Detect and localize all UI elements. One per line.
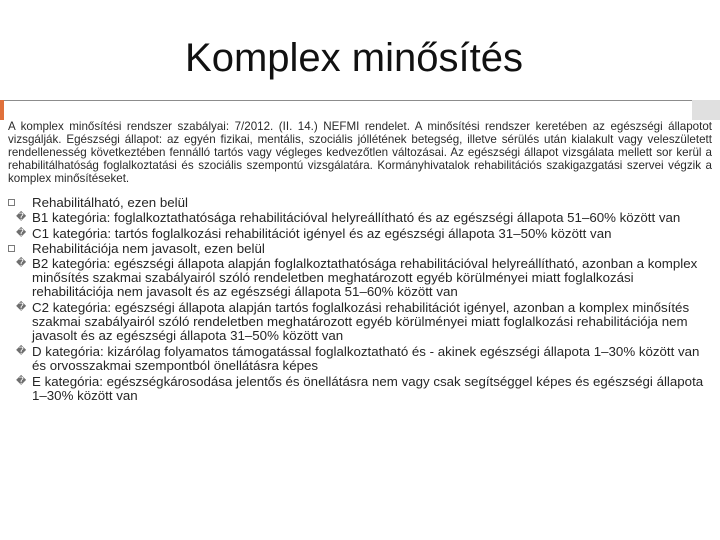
unrendered-glyph-icon: � [16,302,27,313]
square-bullet-icon [8,199,15,206]
unrendered-glyph-icon: � [16,228,27,239]
intro-text-continued: . Kormányhivatalok rehabilitációs szakigazgatási szervei végzik a komplex minősítéseket. [8,159,712,185]
accent-bar-right [692,100,720,120]
bullet-list [6,195,712,403]
sub-bullet-d [6,345,712,373]
intro-paragraph [8,120,712,185]
sub-bullet-text: C2 kategória: egészségi állapota alapján tartós foglalkozási rehabilitációt igényel, azonban a komplex minősítés szakmai szabályairól szóló rendeletben meghatározott egyéb körülményei miatt foglalkozási rehabilitációja nem javasolt és az egészségi állapota 31–50% között van [32,300,690,343]
sub-bullet-b2 [6,257,712,299]
sub-bullet-b1 [6,211,712,225]
slide-title: Komplex minősítés [185,36,523,80]
unrendered-glyph-icon: � [16,212,27,223]
square-bullet-icon [8,245,15,252]
sub-bullet-c2 [6,301,712,343]
accent-bar-left [0,100,4,120]
sub-bullet-text: E kategória: egészségkárosodása jelentős és önellátásra nem vagy csak segítséggel képes és egészségi állapota 1–30% között van [32,374,704,403]
unrendered-glyph-icon: � [16,346,27,357]
unrendered-glyph-icon: � [16,376,27,387]
unrendered-glyph-icon: � [16,258,27,269]
sub-bullet-text: B2 kategória: egészségi állapota alapján foglalkoztathatósága rehabilitációval helyreállítható, azonban a komplex minősítés szakmai szabályairól szóló rendeletben meghatározott egyéb körülményei miatt foglalkozási rehabilitációja nem javasolt és az egészségi állapota 51–60% között van [32,256,698,299]
sub-bullet-text: C1 kategória: tartós foglalkozási rehabilitációt igényel és az egészségi állapota 31–50% között van [32,226,612,241]
sub-bullet-c1 [6,227,712,241]
title-divider [0,100,720,120]
bullet-nem-javasolt [6,241,712,257]
bullet-heading: Rehabilitálható, ezen belül [32,195,188,210]
sub-bullet-e [6,375,712,403]
bullet-heading: Rehabilitációja nem javasolt, ezen belül [32,241,265,256]
divider-line [4,100,720,101]
bullet-rehabilitalhato [6,195,712,211]
sub-bullet-text: D kategória: kizárólag folyamatos támogatással foglalkoztatható és - akinek egészségi állapota 1–30% között van és orvosszakmai szempontból önellátásra képes [32,344,700,373]
intro-text: A komplex minősítési rendszer szabályai: 7/2012. (II. 14.) NEFMI rendelet. A minősítési rendszer keretében az egészségi állapotot vizsgálják. Egészségi állapot: az egyén fizikai, mentális, szociális jóllétének betegség, illetve sérülés után kialakult vagy veleszületett rendellenesség következtében fennálló tartós vagy végleges kedvezőtlen változásai. Az egészségi állapot vizsgálata mellett sor kerül a rehabilitálhatóság foglalkoztatási és szociális szempontú vizsgálatára [8,120,712,172]
sub-bullet-text: B1 kategória: foglalkoztathatósága rehabilitációval helyreállítható és az egészségi állapota 51–60% között van [32,210,681,225]
